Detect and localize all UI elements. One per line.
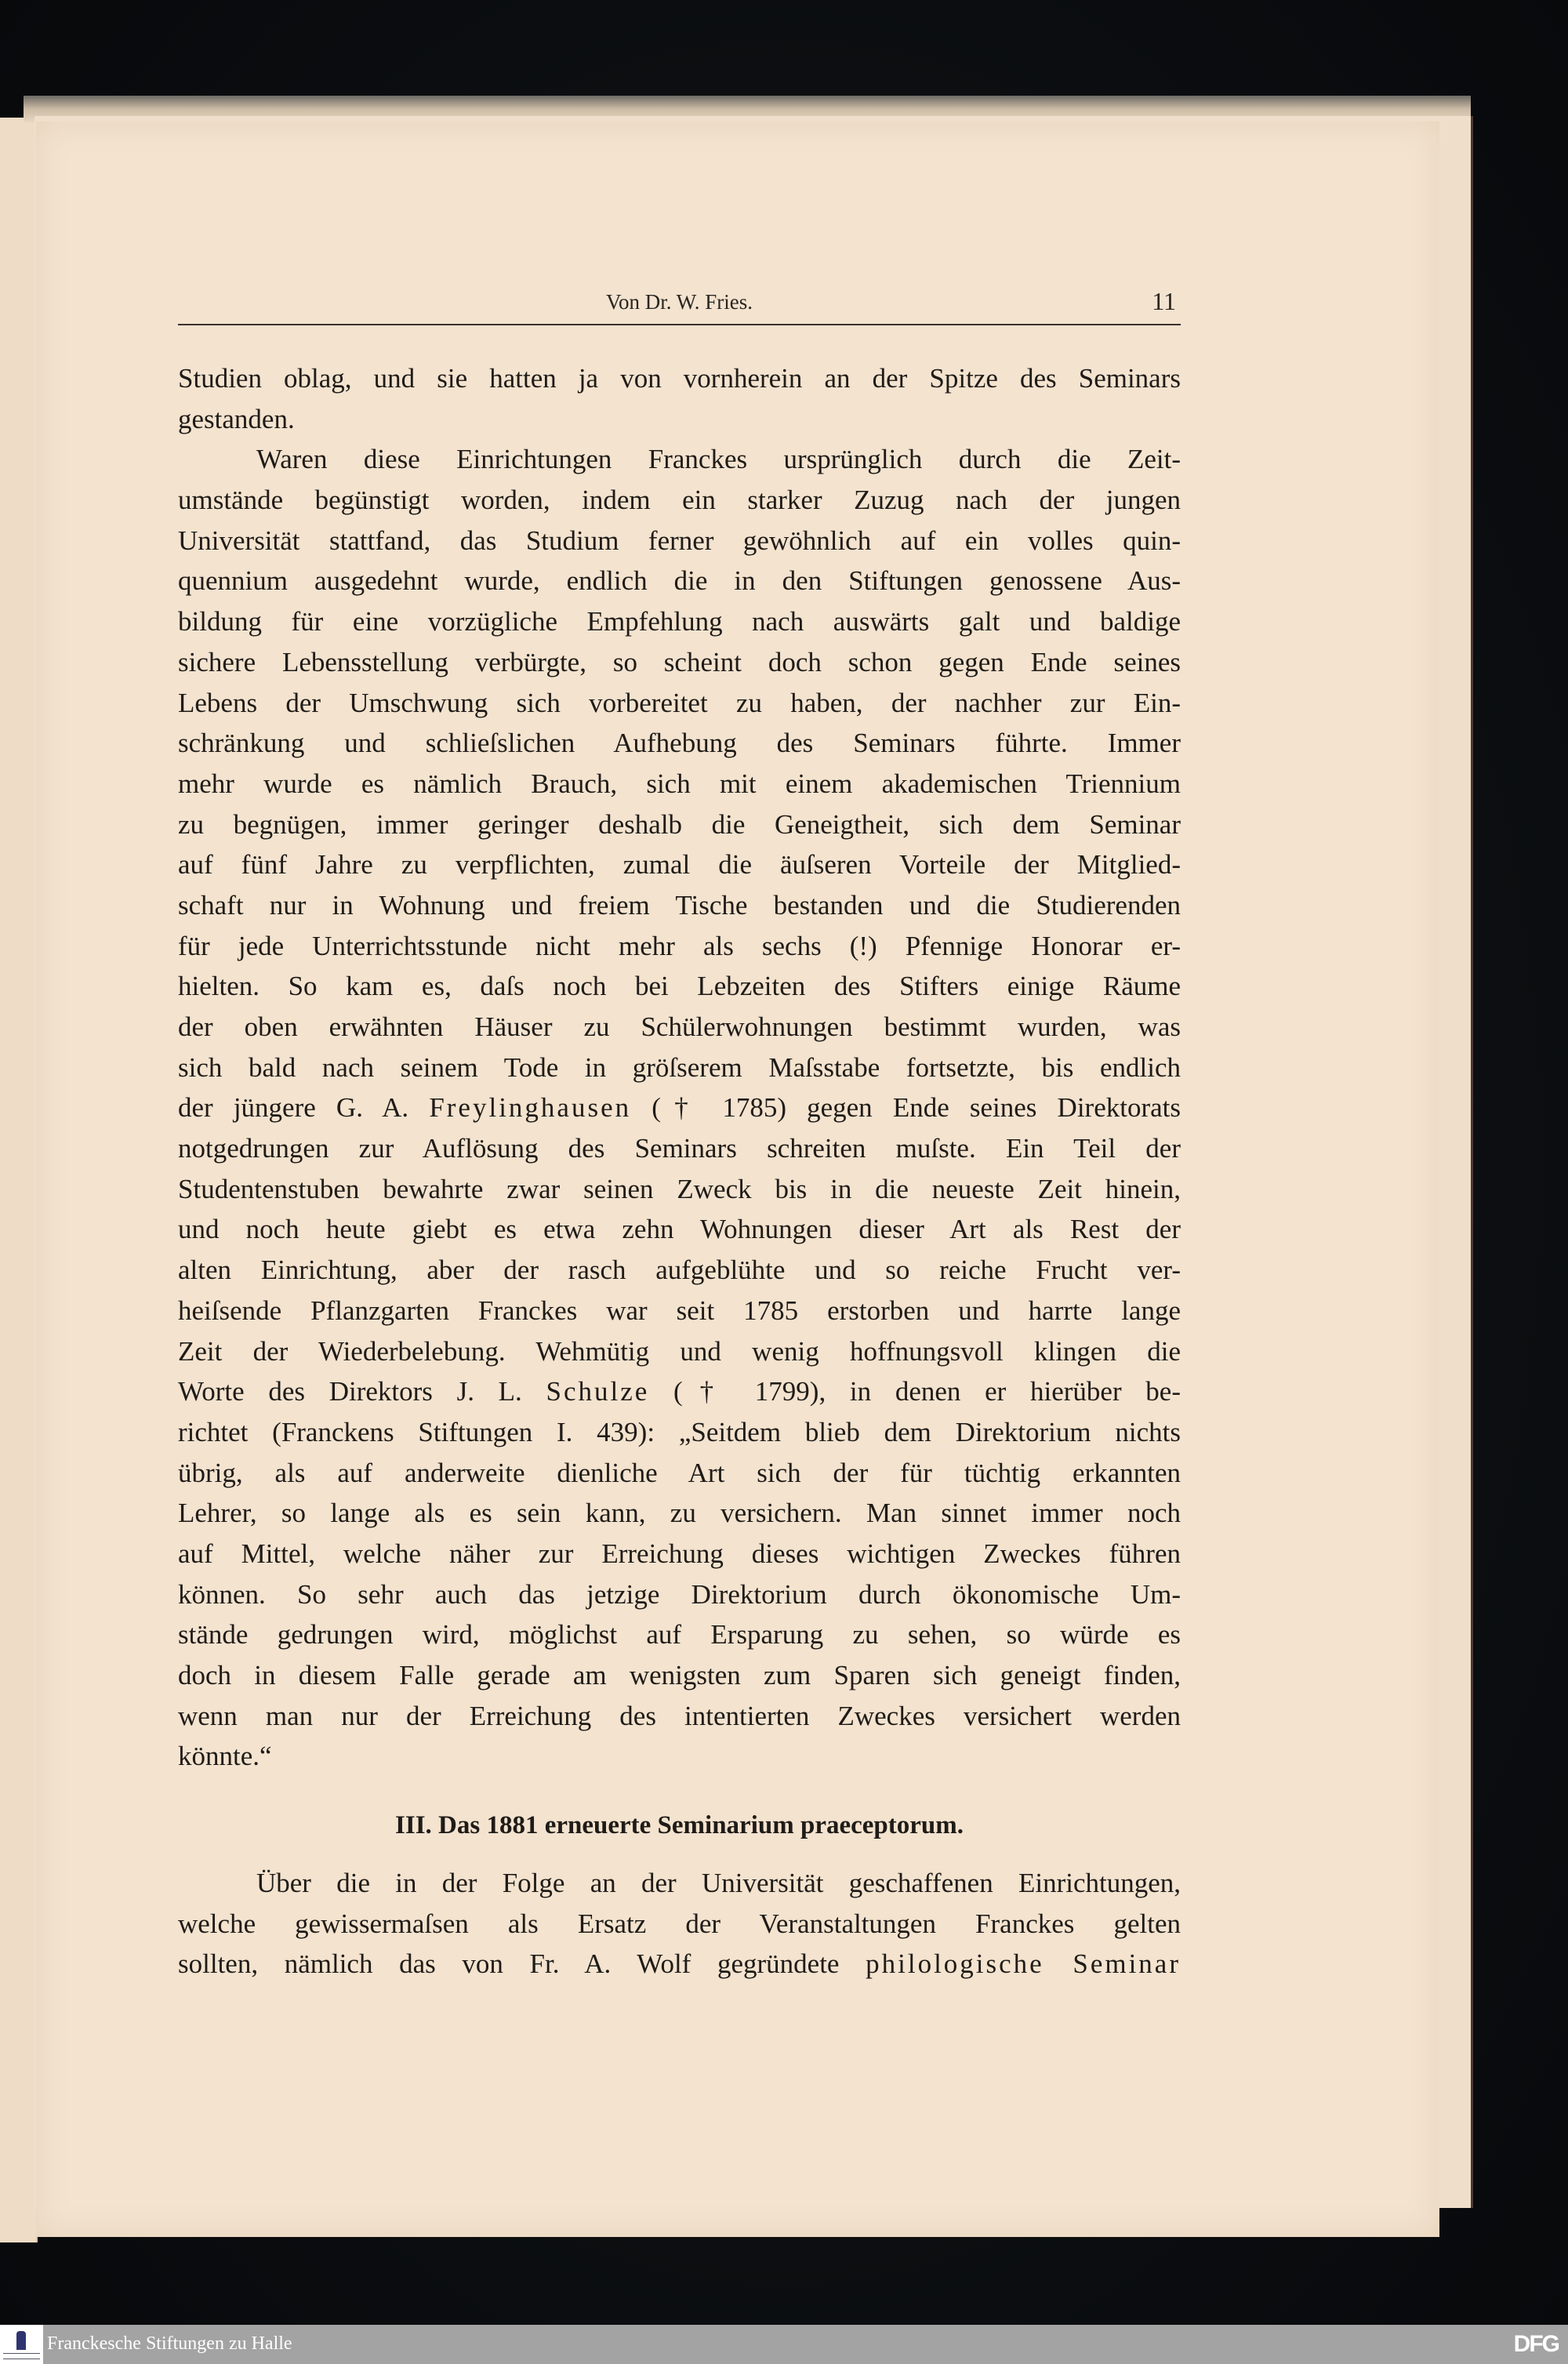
logo-figure-icon xyxy=(16,2331,26,2350)
text-line xyxy=(178,439,1181,480)
text-segment: Waren diese Einrichtungen Franckes ursprünglich durch die Zeit- xyxy=(256,444,1181,475)
running-header xyxy=(178,287,1181,321)
text-line xyxy=(178,1291,1181,1331)
text-line xyxy=(178,1088,1181,1128)
text-segment: umstände begünstigt worden, indem ein starker Zuzug nach der jungen xyxy=(178,485,1181,516)
text-line xyxy=(178,642,1181,683)
text-segment: und noch heute giebt es etwa zehn Wohnungen dieser Art als Rest der xyxy=(178,1214,1181,1245)
text-line xyxy=(178,1574,1181,1615)
spaced-name: philologische Seminar xyxy=(866,1948,1181,1980)
logo-caption-mark xyxy=(3,2353,40,2359)
text-segment: für jede Unterrichtsstunde nicht mehr als sechs (!) Pfennige Honorar er- xyxy=(178,930,1181,961)
text-segment: Studien oblag, und sie hatten ja von vornherein an der Spitze des Seminars xyxy=(178,363,1181,394)
text-line xyxy=(178,723,1181,764)
text-segment: hielten. So kam es, daſs noch bei Lebzeiten des Stifters einige Räume xyxy=(178,971,1181,1002)
text-line xyxy=(178,1453,1181,1494)
header-rule xyxy=(178,324,1181,325)
text-line xyxy=(178,1614,1181,1655)
text-line xyxy=(178,1371,1181,1412)
page-number: 11 xyxy=(1152,287,1176,315)
text-segment: stände gedrungen wird, möglichst auf Ersparung zu sehen, so würde es xyxy=(178,1619,1181,1650)
text-segment: der jüngere G. A. xyxy=(178,1092,430,1124)
text-segment: († 1799), in denen er hierüber be- xyxy=(649,1376,1181,1407)
text-segment: doch in diesem Falle gerade am wenigsten zum Sparen sich geneigt finden, xyxy=(178,1660,1181,1690)
text-line xyxy=(178,1904,1181,1945)
text-segment: sollten, nämlich das von Fr. A. Wolf gegründete xyxy=(178,1948,866,1980)
text-segment: Zeit der Wiederbelebung. Wehmütig und wenig hoffnungsvoll klingen die xyxy=(178,1335,1181,1367)
text-line xyxy=(178,885,1181,926)
text-line xyxy=(178,480,1181,521)
text-segment: zu begnügen, immer geringer deshalb die Geneigtheit, sich dem Seminar xyxy=(178,808,1181,840)
text-line xyxy=(178,1493,1181,1534)
text-segment: Universität stattfand, das Studium ferner gewöhnlich auf ein volles quin- xyxy=(178,525,1181,556)
previous-page-edge xyxy=(0,118,38,2242)
dfg-logo[interactable]: DFG xyxy=(1513,2331,1559,2357)
text-line xyxy=(178,1736,1181,1777)
text-segment: Über die in der Folge an der Universität geschaffenen Einrichtungen, xyxy=(256,1868,1181,1898)
text-segment: Lehrer, so lange als es sein kann, zu versichern. Man sinnet immer noch xyxy=(178,1498,1181,1529)
text-line xyxy=(178,358,1181,399)
text-segment: Studentenstuben bewahrte zwar seinen Zweck bis in die neueste Zeit hinein, xyxy=(178,1173,1181,1204)
text-line xyxy=(178,1169,1181,1210)
text-segment: bildung für eine vorzügliche Empfehlung nach auswärts galt und baldige xyxy=(178,606,1181,637)
text-line xyxy=(178,1007,1181,1048)
text-line xyxy=(178,926,1181,967)
text-segment: mehr wurde es nämlich Brauch, sich mit einem akademischen Triennium xyxy=(178,768,1181,799)
text-segment: gestanden. xyxy=(178,403,295,434)
text-segment: könnte.“ xyxy=(178,1741,272,1772)
text-line xyxy=(178,764,1181,804)
text-segment: notgedrungen zur Auflösung des Seminars schreiten muſste. Ein Teil der xyxy=(178,1133,1181,1164)
text-segment: († 1785) gegen Ende seines Direktorats xyxy=(631,1092,1181,1124)
text-line xyxy=(178,683,1181,724)
text-line xyxy=(178,561,1181,601)
body-text-continued xyxy=(178,1863,1181,1985)
text-segment: übrig, als auf anderweite dienliche Art sich der für tüchtig erkannten xyxy=(178,1457,1181,1488)
text-line xyxy=(178,1655,1181,1696)
text-line xyxy=(178,1412,1181,1453)
spaced-name: Freylinghausen xyxy=(429,1092,632,1124)
text-line xyxy=(178,804,1181,845)
text-line xyxy=(178,1209,1181,1250)
text-segment: schaft nur in Wohnung und freiem Tische bestanden und die Studierenden xyxy=(178,889,1181,921)
text-segment: richtet (Franckens Stiftungen I. 439): „Seitdem blieb dem Direktorium nichts xyxy=(178,1416,1181,1447)
running-title: Von Dr. W. Fries. xyxy=(605,290,753,314)
text-line xyxy=(178,1331,1181,1372)
text-segment: alten Einrichtung, aber der rasch aufgeblühte und so reiche Frucht ver- xyxy=(178,1255,1181,1286)
text-segment: sichere Lebensstellung verbürgte, so scheint doch schon gegen Ende seines xyxy=(178,646,1181,677)
text-line xyxy=(178,1128,1181,1169)
institution-logo[interactable] xyxy=(0,2325,43,2364)
text-line xyxy=(178,521,1181,561)
paragraph xyxy=(178,439,1181,1777)
viewer-footer-bar xyxy=(0,2325,1568,2364)
text-segment: auf Mittel, welche näher zur Erreichung dieses wichtigen Zweckes führen xyxy=(178,1538,1181,1569)
text-line xyxy=(178,1944,1181,1985)
text-segment: welche gewissermaſsen als Ersatz der Veranstaltungen Franckes gelten xyxy=(178,1908,1181,1939)
paragraph xyxy=(178,358,1181,439)
text-line xyxy=(178,844,1181,885)
text-segment: quennium ausgedehnt wurde, endlich die in den Stiftungen genossene Aus- xyxy=(178,565,1181,597)
text-segment: Worte des Direktors J. L. xyxy=(178,1376,546,1407)
text-line xyxy=(178,1250,1181,1291)
text-line xyxy=(178,966,1181,1007)
text-segment: auf fünf Jahre zu verpflichten, zumal die äuſseren Vorteile der Mitglied- xyxy=(178,849,1181,881)
text-line xyxy=(178,399,1181,440)
institution-name[interactable]: Franckesche Stiftungen zu Halle xyxy=(47,2333,292,2354)
text-segment: sich bald nach seinem Tode in gröſserem Maſsstabe fortsetzte, bis endlich xyxy=(178,1051,1181,1083)
text-segment: der oben erwähnten Häuser zu Schülerwohnungen bestimmt wurden, was xyxy=(178,1011,1181,1042)
section-heading: III. Das 1881 erneuerte Seminarium praeceptorum. xyxy=(395,1811,964,1839)
spaced-name: Schulze xyxy=(546,1376,650,1407)
text-line xyxy=(178,1696,1181,1737)
text-segment: wenn man nur der Erreichung des intentierten Zweckes versichert werden xyxy=(178,1700,1181,1731)
text-line xyxy=(178,1863,1181,1904)
text-line xyxy=(178,601,1181,642)
text-segment: können. So sehr auch das jetzige Direktorium durch ökonomische Um- xyxy=(178,1578,1181,1610)
text-segment: Lebens der Umschwung sich vorbereitet zu haben, der nachher zur Ein- xyxy=(178,687,1181,718)
paragraph xyxy=(178,1863,1181,1985)
text-segment: heiſsende Pflanzgarten Franckes war seit 1785 erstorben und harrte lange xyxy=(178,1295,1181,1326)
body-text xyxy=(178,358,1181,1777)
text-line xyxy=(178,1534,1181,1574)
text-line xyxy=(178,1048,1181,1088)
text-segment: schränkung und schlieſslichen Aufhebung des Seminars führte. Immer xyxy=(178,728,1181,759)
